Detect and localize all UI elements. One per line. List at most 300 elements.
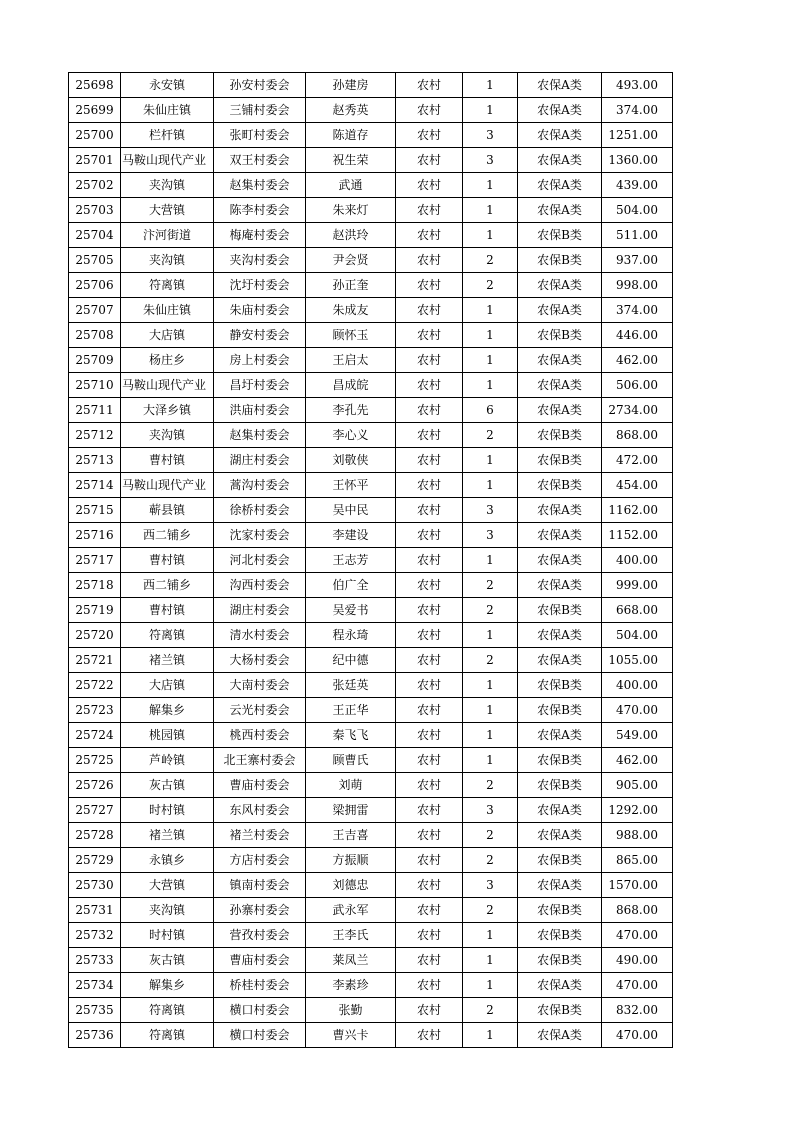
- table-row: [69, 998, 673, 1023]
- insurance-category-cell: 农保A类: [518, 723, 602, 748]
- insurance-category-cell: 农保B类: [518, 323, 602, 348]
- town-cell: 夹沟镇: [121, 173, 214, 198]
- town-cell: 褚兰镇: [121, 648, 214, 673]
- area-type-cell: 农村: [396, 498, 463, 523]
- area-type-cell: 农村: [396, 648, 463, 673]
- record-id-cell: 25732: [69, 923, 121, 948]
- amount-cell: 2734.00: [602, 398, 673, 423]
- insurance-category-cell: 农保B类: [518, 923, 602, 948]
- village-committee-cell: 横口村委会: [214, 1023, 306, 1048]
- table-row: [69, 548, 673, 573]
- record-id-cell: 25736: [69, 1023, 121, 1048]
- person-name-cell: 顾怀玉: [306, 323, 396, 348]
- village-committee-cell: 蒿沟村委会: [214, 473, 306, 498]
- village-committee-cell: 曹庙村委会: [214, 948, 306, 973]
- table-row: [69, 423, 673, 448]
- amount-cell: 490.00: [602, 948, 673, 973]
- insurance-category-cell: 农保A类: [518, 573, 602, 598]
- town-cell: 解集乡: [121, 698, 214, 723]
- amount-cell: 374.00: [602, 98, 673, 123]
- village-committee-cell: 镇南村委会: [214, 873, 306, 898]
- household-count-cell: 1: [463, 923, 518, 948]
- town-cell: 桃园镇: [121, 723, 214, 748]
- record-id-cell: 25729: [69, 848, 121, 873]
- insurance-category-cell: 农保A类: [518, 873, 602, 898]
- person-name-cell: 赵秀英: [306, 98, 396, 123]
- area-type-cell: 农村: [396, 998, 463, 1023]
- household-count-cell: 2: [463, 648, 518, 673]
- table-row: [69, 598, 673, 623]
- table-row: [69, 323, 673, 348]
- household-count-cell: 1: [463, 698, 518, 723]
- insurance-category-cell: 农保A类: [518, 198, 602, 223]
- person-name-cell: 祝生荣: [306, 148, 396, 173]
- table-row: [69, 798, 673, 823]
- household-count-cell: 1: [463, 298, 518, 323]
- table-row: [69, 348, 673, 373]
- table-row: [69, 773, 673, 798]
- person-name-cell: 张勤: [306, 998, 396, 1023]
- amount-cell: 1570.00: [602, 873, 673, 898]
- area-type-cell: 农村: [396, 173, 463, 198]
- household-count-cell: 2: [463, 898, 518, 923]
- person-name-cell: 王志芳: [306, 548, 396, 573]
- insurance-category-cell: 农保A类: [518, 98, 602, 123]
- town-cell: 时村镇: [121, 798, 214, 823]
- area-type-cell: 农村: [396, 73, 463, 98]
- village-committee-cell: 房上村委会: [214, 348, 306, 373]
- amount-cell: 454.00: [602, 473, 673, 498]
- amount-cell: 905.00: [602, 773, 673, 798]
- amount-cell: 504.00: [602, 198, 673, 223]
- insurance-category-cell: 农保B类: [518, 898, 602, 923]
- person-name-cell: 李素珍: [306, 973, 396, 998]
- town-cell: 大营镇: [121, 198, 214, 223]
- record-id-cell: 25706: [69, 273, 121, 298]
- person-name-cell: 朱成友: [306, 298, 396, 323]
- area-type-cell: 农村: [396, 98, 463, 123]
- insurance-category-cell: 农保A类: [518, 373, 602, 398]
- amount-cell: 1292.00: [602, 798, 673, 823]
- insurance-category-cell: 农保A类: [518, 1023, 602, 1048]
- town-cell: 符离镇: [121, 1023, 214, 1048]
- village-committee-cell: 夹沟村委会: [214, 248, 306, 273]
- village-committee-cell: 湖庄村委会: [214, 598, 306, 623]
- town-cell: 西二铺乡: [121, 573, 214, 598]
- area-type-cell: 农村: [396, 798, 463, 823]
- record-id-cell: 25728: [69, 823, 121, 848]
- area-type-cell: 农村: [396, 323, 463, 348]
- village-committee-cell: 沟西村委会: [214, 573, 306, 598]
- table-row: [69, 873, 673, 898]
- area-type-cell: 农村: [396, 223, 463, 248]
- village-committee-cell: 孙寨村委会: [214, 898, 306, 923]
- village-committee-cell: 孙安村委会: [214, 73, 306, 98]
- town-cell: 灰古镇: [121, 948, 214, 973]
- household-count-cell: 3: [463, 148, 518, 173]
- village-committee-cell: 沈圩村委会: [214, 273, 306, 298]
- amount-cell: 472.00: [602, 448, 673, 473]
- insurance-category-cell: 农保B类: [518, 248, 602, 273]
- amount-cell: 1152.00: [602, 523, 673, 548]
- insurance-category-cell: 农保A类: [518, 548, 602, 573]
- table-row: [69, 498, 673, 523]
- household-count-cell: 1: [463, 673, 518, 698]
- record-id-cell: 25711: [69, 398, 121, 423]
- amount-cell: 988.00: [602, 823, 673, 848]
- person-name-cell: 刘萌: [306, 773, 396, 798]
- insurance-category-cell: 农保B类: [518, 423, 602, 448]
- amount-cell: 549.00: [602, 723, 673, 748]
- town-cell: 永安镇: [121, 73, 214, 98]
- table-row: [69, 148, 673, 173]
- amount-cell: 999.00: [602, 573, 673, 598]
- person-name-cell: 顾曹氏: [306, 748, 396, 773]
- area-type-cell: 农村: [396, 448, 463, 473]
- record-id-cell: 25712: [69, 423, 121, 448]
- town-cell: 夹沟镇: [121, 248, 214, 273]
- village-committee-cell: 赵集村委会: [214, 173, 306, 198]
- amount-cell: 937.00: [602, 248, 673, 273]
- household-count-cell: 1: [463, 623, 518, 648]
- table-row: [69, 123, 673, 148]
- household-count-cell: 1: [463, 973, 518, 998]
- amount-cell: 470.00: [602, 973, 673, 998]
- person-name-cell: 陈道存: [306, 123, 396, 148]
- area-type-cell: 农村: [396, 423, 463, 448]
- record-id-cell: 25704: [69, 223, 121, 248]
- record-id-cell: 25724: [69, 723, 121, 748]
- insurance-category-cell: 农保A类: [518, 173, 602, 198]
- insurance-category-cell: 农保B类: [518, 748, 602, 773]
- table-row: [69, 848, 673, 873]
- person-name-cell: 程永琦: [306, 623, 396, 648]
- record-id-cell: 25700: [69, 123, 121, 148]
- town-cell: 大店镇: [121, 673, 214, 698]
- table-row: [69, 473, 673, 498]
- record-id-cell: 25719: [69, 598, 121, 623]
- person-name-cell: 曹兴卡: [306, 1023, 396, 1048]
- household-count-cell: 1: [463, 548, 518, 573]
- person-name-cell: 方振顺: [306, 848, 396, 873]
- table-row: [69, 573, 673, 598]
- village-committee-cell: 桃西村委会: [214, 723, 306, 748]
- household-count-cell: 2: [463, 823, 518, 848]
- town-cell: 曹村镇: [121, 448, 214, 473]
- insurance-category-cell: 农保B类: [518, 598, 602, 623]
- area-type-cell: 农村: [396, 923, 463, 948]
- insurance-category-cell: 农保A类: [518, 623, 602, 648]
- record-id-cell: 25702: [69, 173, 121, 198]
- amount-cell: 511.00: [602, 223, 673, 248]
- insurance-category-cell: 农保B类: [518, 473, 602, 498]
- household-count-cell: 2: [463, 598, 518, 623]
- record-id-cell: 25709: [69, 348, 121, 373]
- amount-cell: 400.00: [602, 673, 673, 698]
- person-name-cell: 王吉喜: [306, 823, 396, 848]
- town-cell: 灰古镇: [121, 773, 214, 798]
- amount-cell: 504.00: [602, 623, 673, 648]
- village-committee-cell: 褚兰村委会: [214, 823, 306, 848]
- table-row: [69, 923, 673, 948]
- table-row: [69, 1023, 673, 1048]
- record-id-cell: 25698: [69, 73, 121, 98]
- area-type-cell: 农村: [396, 548, 463, 573]
- table-row: [69, 748, 673, 773]
- village-committee-cell: 方店村委会: [214, 848, 306, 873]
- town-cell: 大营镇: [121, 873, 214, 898]
- person-name-cell: 李建设: [306, 523, 396, 548]
- amount-cell: 1251.00: [602, 123, 673, 148]
- table-row: [69, 248, 673, 273]
- table-row: [69, 373, 673, 398]
- relief-roster-table: [68, 72, 673, 1048]
- table-row: [69, 223, 673, 248]
- area-type-cell: 农村: [396, 773, 463, 798]
- area-type-cell: 农村: [396, 748, 463, 773]
- insurance-category-cell: 农保B类: [518, 948, 602, 973]
- area-type-cell: 农村: [396, 973, 463, 998]
- amount-cell: 462.00: [602, 348, 673, 373]
- area-type-cell: 农村: [396, 598, 463, 623]
- town-cell: 褚兰镇: [121, 823, 214, 848]
- insurance-category-cell: 农保B类: [518, 998, 602, 1023]
- household-count-cell: 2: [463, 573, 518, 598]
- insurance-category-cell: 农保A类: [518, 73, 602, 98]
- household-count-cell: 3: [463, 873, 518, 898]
- village-committee-cell: 陈李村委会: [214, 198, 306, 223]
- town-cell: 夹沟镇: [121, 898, 214, 923]
- town-cell: 符离镇: [121, 998, 214, 1023]
- area-type-cell: 农村: [396, 273, 463, 298]
- amount-cell: 1055.00: [602, 648, 673, 673]
- table-row: [69, 623, 673, 648]
- area-type-cell: 农村: [396, 248, 463, 273]
- insurance-category-cell: 农保A类: [518, 523, 602, 548]
- record-id-cell: 25717: [69, 548, 121, 573]
- town-cell: 朱仙庄镇: [121, 98, 214, 123]
- person-name-cell: 孙正奎: [306, 273, 396, 298]
- table-row: [69, 298, 673, 323]
- area-type-cell: 农村: [396, 148, 463, 173]
- household-count-cell: 3: [463, 498, 518, 523]
- record-id-cell: 25710: [69, 373, 121, 398]
- insurance-category-cell: 农保B类: [518, 223, 602, 248]
- insurance-category-cell: 农保A类: [518, 823, 602, 848]
- table-row: [69, 723, 673, 748]
- record-id-cell: 25733: [69, 948, 121, 973]
- household-count-cell: 3: [463, 123, 518, 148]
- amount-cell: 868.00: [602, 423, 673, 448]
- village-committee-cell: 河北村委会: [214, 548, 306, 573]
- table-row: [69, 73, 673, 98]
- area-type-cell: 农村: [396, 873, 463, 898]
- town-cell: 符离镇: [121, 273, 214, 298]
- amount-cell: 493.00: [602, 73, 673, 98]
- person-name-cell: 李心义: [306, 423, 396, 448]
- amount-cell: 668.00: [602, 598, 673, 623]
- household-count-cell: 2: [463, 423, 518, 448]
- person-name-cell: 张廷英: [306, 673, 396, 698]
- household-count-cell: 3: [463, 798, 518, 823]
- table-row: [69, 198, 673, 223]
- amount-cell: 1360.00: [602, 148, 673, 173]
- area-type-cell: 农村: [396, 723, 463, 748]
- village-committee-cell: 大杨村委会: [214, 648, 306, 673]
- household-count-cell: 1: [463, 948, 518, 973]
- insurance-category-cell: 农保B类: [518, 673, 602, 698]
- household-count-cell: 6: [463, 398, 518, 423]
- household-count-cell: 2: [463, 248, 518, 273]
- amount-cell: 462.00: [602, 748, 673, 773]
- person-name-cell: 李孔先: [306, 398, 396, 423]
- area-type-cell: 农村: [396, 1023, 463, 1048]
- record-id-cell: 25718: [69, 573, 121, 598]
- area-type-cell: 农村: [396, 348, 463, 373]
- table-row: [69, 448, 673, 473]
- person-name-cell: 吴爱书: [306, 598, 396, 623]
- amount-cell: 470.00: [602, 698, 673, 723]
- area-type-cell: 农村: [396, 573, 463, 598]
- table-row: [69, 698, 673, 723]
- person-name-cell: 伯广全: [306, 573, 396, 598]
- household-count-cell: 3: [463, 523, 518, 548]
- record-id-cell: 25703: [69, 198, 121, 223]
- amount-cell: 374.00: [602, 298, 673, 323]
- table-body: [69, 73, 673, 1048]
- person-name-cell: 昌成皖: [306, 373, 396, 398]
- village-committee-cell: 营孜村委会: [214, 923, 306, 948]
- amount-cell: 868.00: [602, 898, 673, 923]
- table-row: [69, 673, 673, 698]
- household-count-cell: 1: [463, 223, 518, 248]
- record-id-cell: 25731: [69, 898, 121, 923]
- insurance-category-cell: 农保A类: [518, 648, 602, 673]
- insurance-category-cell: 农保A类: [518, 123, 602, 148]
- area-type-cell: 农村: [396, 123, 463, 148]
- area-type-cell: 农村: [396, 848, 463, 873]
- village-committee-cell: 北王寨村委会: [214, 748, 306, 773]
- record-id-cell: 25708: [69, 323, 121, 348]
- village-committee-cell: 曹庙村委会: [214, 773, 306, 798]
- town-cell: 马鞍山现代产业: [121, 373, 214, 398]
- person-name-cell: 王怀平: [306, 473, 396, 498]
- area-type-cell: 农村: [396, 823, 463, 848]
- record-id-cell: 25723: [69, 698, 121, 723]
- household-count-cell: 2: [463, 273, 518, 298]
- town-cell: 符离镇: [121, 623, 214, 648]
- household-count-cell: 1: [463, 748, 518, 773]
- area-type-cell: 农村: [396, 198, 463, 223]
- village-committee-cell: 沈家村委会: [214, 523, 306, 548]
- village-committee-cell: 昌圩村委会: [214, 373, 306, 398]
- person-name-cell: 莱凤兰: [306, 948, 396, 973]
- record-id-cell: 25716: [69, 523, 121, 548]
- insurance-category-cell: 农保A类: [518, 973, 602, 998]
- village-committee-cell: 云光村委会: [214, 698, 306, 723]
- insurance-category-cell: 农保B类: [518, 448, 602, 473]
- area-type-cell: 农村: [396, 398, 463, 423]
- household-count-cell: 2: [463, 998, 518, 1023]
- town-cell: 蕲县镇: [121, 498, 214, 523]
- village-committee-cell: 三铺村委会: [214, 98, 306, 123]
- village-committee-cell: 东风村委会: [214, 798, 306, 823]
- town-cell: 杨庄乡: [121, 348, 214, 373]
- person-name-cell: 王李氏: [306, 923, 396, 948]
- insurance-category-cell: 农保A类: [518, 398, 602, 423]
- insurance-category-cell: 农保A类: [518, 148, 602, 173]
- household-count-cell: 1: [463, 723, 518, 748]
- person-name-cell: 刘德忠: [306, 873, 396, 898]
- insurance-category-cell: 农保A类: [518, 298, 602, 323]
- person-name-cell: 梁拥雷: [306, 798, 396, 823]
- person-name-cell: 纪中德: [306, 648, 396, 673]
- town-cell: 时村镇: [121, 923, 214, 948]
- insurance-category-cell: 农保A类: [518, 498, 602, 523]
- record-id-cell: 25730: [69, 873, 121, 898]
- household-count-cell: 1: [463, 73, 518, 98]
- town-cell: 解集乡: [121, 973, 214, 998]
- village-committee-cell: 清水村委会: [214, 623, 306, 648]
- insurance-category-cell: 农保A类: [518, 798, 602, 823]
- person-name-cell: 尹会贤: [306, 248, 396, 273]
- amount-cell: 446.00: [602, 323, 673, 348]
- record-id-cell: 25705: [69, 248, 121, 273]
- town-cell: 永镇乡: [121, 848, 214, 873]
- household-count-cell: 1: [463, 448, 518, 473]
- household-count-cell: 1: [463, 198, 518, 223]
- amount-cell: 470.00: [602, 1023, 673, 1048]
- record-id-cell: 25701: [69, 148, 121, 173]
- amount-cell: 865.00: [602, 848, 673, 873]
- record-id-cell: 25725: [69, 748, 121, 773]
- amount-cell: 400.00: [602, 548, 673, 573]
- table-row: [69, 98, 673, 123]
- town-cell: 大泽乡镇: [121, 398, 214, 423]
- amount-cell: 470.00: [602, 923, 673, 948]
- village-committee-cell: 朱庙村委会: [214, 298, 306, 323]
- insurance-category-cell: 农保A类: [518, 273, 602, 298]
- table-row: [69, 173, 673, 198]
- table-row: [69, 398, 673, 423]
- record-id-cell: 25715: [69, 498, 121, 523]
- area-type-cell: 农村: [396, 673, 463, 698]
- person-name-cell: 赵洪玲: [306, 223, 396, 248]
- person-name-cell: 孙建房: [306, 73, 396, 98]
- town-cell: 马鞍山现代产业: [121, 473, 214, 498]
- household-count-cell: 1: [463, 1023, 518, 1048]
- household-count-cell: 1: [463, 323, 518, 348]
- household-count-cell: 2: [463, 848, 518, 873]
- amount-cell: 439.00: [602, 173, 673, 198]
- town-cell: 曹村镇: [121, 598, 214, 623]
- town-cell: 汴河街道: [121, 223, 214, 248]
- area-type-cell: 农村: [396, 898, 463, 923]
- village-committee-cell: 横口村委会: [214, 998, 306, 1023]
- insurance-category-cell: 农保A类: [518, 348, 602, 373]
- record-id-cell: 25713: [69, 448, 121, 473]
- town-cell: 曹村镇: [121, 548, 214, 573]
- town-cell: 大店镇: [121, 323, 214, 348]
- record-id-cell: 25726: [69, 773, 121, 798]
- record-id-cell: 25699: [69, 98, 121, 123]
- village-committee-cell: 赵集村委会: [214, 423, 306, 448]
- village-committee-cell: 大南村委会: [214, 673, 306, 698]
- table-row: [69, 898, 673, 923]
- record-id-cell: 25735: [69, 998, 121, 1023]
- person-name-cell: 秦飞飞: [306, 723, 396, 748]
- town-cell: 马鞍山现代产业: [121, 148, 214, 173]
